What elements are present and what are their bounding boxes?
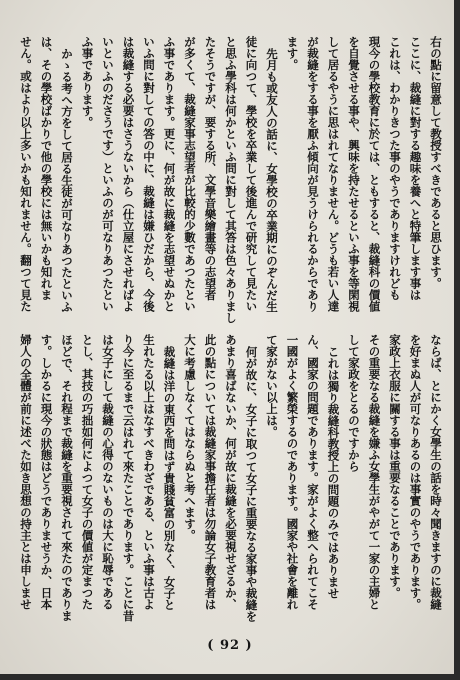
text-column: 何が故に、女子に取つて女子に重要なる家事や裁縫を: [244, 345, 259, 622]
text-column: ふ事であります。: [80, 36, 95, 128]
text-column: が多くて、裁縫家事志望者が比較的少數であつたとい: [183, 36, 197, 312]
text-column: これは獨り裁縫科教授上の問題のみではありませ: [326, 345, 341, 599]
text-column: は裁縫する必要はさうないから（仕立屋にさせればよ: [121, 36, 136, 312]
text-column: 家政上衣服に關する事は重要なることであります。: [388, 334, 402, 599]
text-column: たそうですが、要する所、文學音樂繪畫等の志望者: [203, 36, 218, 301]
text-column: ふ事であります。更に、何が故に裁縫を志望せぬかと: [162, 36, 177, 312]
text-column: ん、國家の問題であります。家がよく整へられてこそ: [306, 334, 320, 610]
text-column: ます。: [285, 36, 300, 71]
text-column: これは、わかりきつた事のやうでありますけれども: [388, 36, 402, 301]
text-column: せん。或はより以上多いかも知れません。翻つて見た: [19, 36, 33, 312]
text-column: が裁縫をする事を厭ふ傾向が見うけられるからであり: [306, 36, 320, 312]
text-column: いふ問に對しての答の中に、裁縫は嫌ひだから、今後: [142, 36, 156, 312]
text-column: して家政をとるのですから: [347, 334, 361, 472]
text-column: 此の點については裁縫家事擔任者は勿論女子教育者は: [203, 334, 218, 610]
text-column: かゝる考へ方をして居る生徒が可なりあつたといふ: [60, 47, 74, 312]
text-column: は、その學校ばかりで他の學校には無いかも知れま: [39, 36, 54, 301]
lower-text-block: [16, 334, 447, 626]
text-column: その重要なる裁縫を嫌ふ女學生がやがて一家の主婦と: [367, 334, 382, 610]
text-column: ほどで、それ程まで裁縫を重要視されて來たのでありま: [60, 334, 74, 622]
text-column: て家がない以上は。: [265, 334, 279, 438]
text-column: ならば、とにかく女學生の話を時々聞きますのに裁縫: [429, 334, 443, 610]
text-column: と思ふ學科は何かといふ問に對して其答は色々ありまし: [224, 36, 238, 324]
text-column: 徒に向つて、學校を卒業して後進んで研究して見たい: [244, 36, 259, 312]
text-column: あまり喜ばないか、何が故に裁縫を必要視せざるか、: [224, 334, 238, 610]
text-column: り今に至るまで云はれて來たことであります。ことに昔: [121, 334, 136, 622]
text-column: す。しかるに現今の狀態はどうでありませうか、日本: [39, 334, 54, 610]
text-column: 一國がよく繁榮するのであります。國家や社會を離れ: [285, 334, 300, 610]
text-column: とし、其技の巧拙如何によつて女子の價値が定まつた: [80, 334, 95, 610]
text-column: 生れたる以上はなすべきわざである、といふ事は古よ: [142, 334, 156, 610]
text-column: 大に考慮しなくてはならぬと考へます。: [183, 334, 197, 541]
text-column: して居るやうに思はれてなりません。どうも若い人達: [326, 36, 341, 312]
text-column: を好まぬ人が可なりあるのは事實のやうであります。: [408, 334, 423, 610]
upper-text-block: [16, 36, 447, 328]
text-column: 裁縫は洋の東西を問はず貴賤貧富の別なく、女子と: [162, 345, 177, 610]
text-column: を自覺させる事や、興味を持たせるといふ事を等閑視: [347, 36, 361, 312]
text-column: 右の點に留意して教授すべきであると思ひます。: [429, 36, 443, 289]
text-column: 婦人の全體が前に述べた如き思想の持主とは申しませ: [19, 334, 33, 610]
text-column: 先月も或友人の話に、女學校の卒業期にのぞんだ生: [265, 47, 279, 312]
text-column: いといふのださうです）といふのが可なりあつたとい: [101, 36, 115, 312]
page-number: ( 92 ): [207, 638, 253, 653]
text-column: ここに、裁縫に對する趣味を養へと特筆します事は: [408, 36, 423, 301]
text-column: は女子にして裁縫の心得のないものは大に恥辱である: [101, 334, 115, 610]
text-column: 現今の學校教育に於ては、ともすると、裁縫科の價値: [367, 36, 382, 312]
